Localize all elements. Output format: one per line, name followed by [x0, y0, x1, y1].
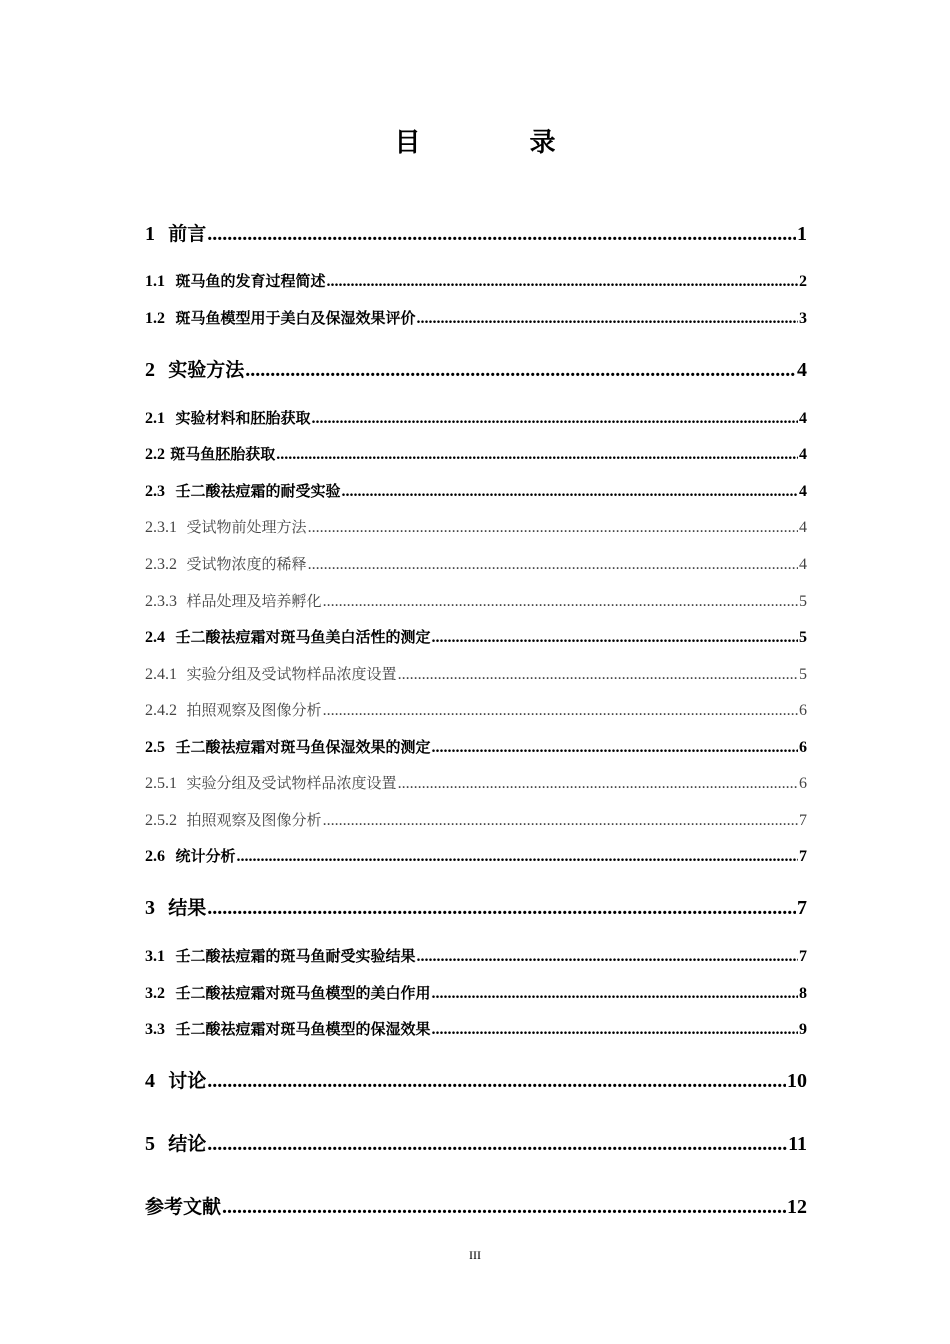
toc-entry-text: 参考文献 [145, 1196, 222, 1218]
dot-leader [207, 897, 796, 920]
toc-entry-number: 3 [145, 897, 155, 919]
toc-entry-label [145, 219, 206, 246]
dot-leader [222, 1196, 786, 1219]
toc-entry-page: 7 [799, 848, 807, 865]
dot-leader [323, 593, 798, 611]
toc-entry-text: 实验分组及受试物样品浓度设置 [186, 665, 397, 683]
dot-leader [431, 739, 798, 757]
toc-entry-number: 2.6 [145, 848, 165, 865]
toc-entry-page: 4 [799, 556, 807, 573]
toc-entry-label [145, 772, 397, 793]
toc-entry-text: 壬二酸祛痘霜对斑马鱼美白活性的测定 [175, 628, 431, 646]
toc-entry-page: 1 [797, 223, 807, 245]
toc-entry-number: 2.5.1 [145, 775, 177, 792]
toc-entry-label [145, 1018, 430, 1039]
toc-entry-text: 实验材料和胚胎获取 [175, 409, 311, 427]
toc-entry-label [145, 407, 310, 428]
toc-entry-page: 4 [797, 359, 807, 381]
toc-entry-label [145, 1192, 221, 1219]
toc-entry-number: 3.1 [145, 948, 165, 965]
toc-entry[interactable] [145, 699, 807, 720]
toc-entry-number: 2.3 [145, 483, 165, 500]
toc-entry-number: 2.5 [145, 739, 165, 756]
toc-entry[interactable] [145, 982, 807, 1003]
dot-leader [431, 985, 798, 1003]
toc-entry-page: 7 [799, 948, 807, 965]
toc-entry-number: 2.1 [145, 410, 165, 427]
dot-leader [341, 483, 798, 501]
toc-entry[interactable] [145, 772, 807, 793]
toc-entry-text: 受试物前处理方法 [186, 518, 307, 536]
toc-entry-page: 5 [799, 593, 807, 610]
toc-entry[interactable] [145, 355, 807, 382]
toc-entry-text: 结果 [168, 897, 207, 919]
toc-entry-number: 2.4.1 [145, 666, 177, 683]
toc-entry[interactable] [145, 1129, 807, 1156]
dot-leader [431, 1021, 798, 1039]
toc-entry-page: 4 [799, 410, 807, 427]
toc-entry-label [145, 982, 430, 1003]
dot-leader [207, 223, 796, 246]
dot-leader [207, 1070, 786, 1093]
toc-entry-label [145, 945, 415, 966]
toc-entry-text: 斑马鱼模型用于美白及保湿效果评价 [175, 309, 416, 327]
dot-leader [311, 410, 798, 428]
toc-entry-number: 1.2 [145, 310, 165, 327]
toc-entry-page: 4 [799, 483, 807, 500]
toc-entry-number: 2.4 [145, 629, 165, 646]
toc-entry[interactable] [145, 553, 807, 574]
toc-entry-number: 1 [145, 223, 155, 245]
toc-entry-label [145, 307, 415, 328]
toc-entry-label [145, 663, 397, 684]
toc-entry[interactable] [145, 443, 807, 464]
toc-entry-text: 斑马鱼的发育过程简述 [175, 272, 326, 290]
toc-entry-page: 12 [787, 1196, 807, 1218]
toc-entry-label [145, 443, 275, 464]
toc-entry-text: 实验分组及受试物样品浓度设置 [186, 774, 397, 792]
dot-leader [276, 446, 798, 464]
toc-entry-text: 拍照观察及图像分析 [186, 811, 322, 829]
toc-entry-label [145, 1066, 206, 1093]
toc-entry-label [145, 893, 206, 920]
toc-entry[interactable] [145, 809, 807, 830]
toc-entry-page: 8 [799, 985, 807, 1002]
toc-entry-label [145, 355, 244, 382]
toc-entry-text: 结论 [168, 1133, 207, 1155]
toc-entry[interactable] [145, 663, 807, 684]
toc-entry-text: 讨论 [168, 1070, 207, 1092]
toc-entry-label [145, 736, 430, 757]
toc-entry-text: 拍照观察及图像分析 [186, 701, 322, 719]
toc-entry-page: 11 [788, 1133, 807, 1155]
dot-leader [431, 629, 798, 647]
toc-entry-text: 壬二酸祛痘霜对斑马鱼模型的保湿效果 [175, 1020, 431, 1038]
toc-entry[interactable] [145, 1018, 807, 1039]
toc-entry-number: 2.5.2 [145, 812, 177, 829]
toc-entry-label [145, 1129, 206, 1156]
toc-entry-label [145, 480, 340, 501]
toc-entry-label [145, 845, 235, 866]
toc-entry-number: 4 [145, 1070, 155, 1092]
dot-leader [323, 812, 798, 830]
toc-entry-text: 壬二酸祛痘霜的耐受实验 [175, 482, 341, 500]
dot-leader [207, 1133, 787, 1156]
dot-leader [326, 273, 798, 291]
toc-entry[interactable] [145, 307, 807, 328]
toc-entry-text: 统计分析 [175, 847, 236, 865]
toc-title: 目 录 [394, 128, 606, 158]
toc-entry-page: 10 [787, 1070, 807, 1092]
toc-entry-label [145, 699, 322, 720]
dot-leader [245, 359, 796, 382]
toc-entry-page: 7 [797, 897, 807, 919]
toc-entry-number: 2.4.2 [145, 702, 177, 719]
dot-leader [398, 775, 798, 793]
dot-leader [323, 702, 798, 720]
toc-entry-label [145, 590, 322, 611]
toc-entry[interactable] [145, 626, 807, 647]
toc-entry-number: 2.3.2 [145, 556, 177, 573]
toc-entry-page: 9 [799, 1021, 807, 1038]
dot-leader [416, 948, 798, 966]
toc-entry[interactable] [145, 590, 807, 611]
toc-entry-number: 5 [145, 1133, 155, 1155]
toc-entry-number: 1.1 [145, 273, 165, 290]
toc-entry-label [145, 516, 307, 537]
toc-entry-text: 受试物浓度的稀释 [186, 555, 307, 573]
toc-entry-label [145, 809, 322, 830]
toc-entry-label [145, 626, 430, 647]
toc-entry-page: 7 [799, 812, 807, 829]
toc-entry-text: 壬二酸祛痘霜对斑马鱼模型的美白作用 [175, 984, 431, 1002]
toc-entry-label [145, 270, 325, 291]
toc-entry-text: 样品处理及培养孵化 [186, 592, 322, 610]
page-number: III [469, 1248, 481, 1262]
toc-entry-number: 3.2 [145, 985, 165, 1002]
toc-entry[interactable] [145, 219, 807, 246]
toc-entry-page: 5 [799, 666, 807, 683]
toc-entry[interactable] [145, 736, 807, 757]
dot-leader [416, 310, 798, 328]
dot-leader [308, 556, 798, 574]
toc-entry-page: 4 [799, 519, 807, 536]
toc-entry[interactable] [145, 845, 807, 866]
toc-entry-number: 2 [145, 359, 155, 381]
toc-entry[interactable] [145, 1192, 807, 1219]
toc-entry[interactable] [145, 480, 807, 501]
toc-entry-text: 壬二酸祛痘霜的斑马鱼耐受实验结果 [175, 947, 416, 965]
toc-entry-page: 5 [799, 629, 807, 646]
toc-entry[interactable] [145, 516, 807, 537]
toc-entry-number: 2.3.3 [145, 593, 177, 610]
toc-entry-page: 6 [799, 702, 807, 719]
toc-entry[interactable] [145, 1066, 807, 1093]
toc-entry-page: 6 [799, 775, 807, 792]
toc-entry[interactable] [145, 945, 807, 966]
toc-entry[interactable] [145, 407, 807, 428]
toc-entry[interactable] [145, 270, 807, 291]
dot-leader [308, 519, 798, 537]
toc-entry-number: 2.2 [145, 446, 165, 463]
toc-entry-text: 实验方法 [168, 359, 245, 381]
dot-leader [236, 848, 798, 866]
toc-entry-page: 6 [799, 739, 807, 756]
toc-entry-text: 斑马鱼胚胎获取 [170, 445, 276, 463]
toc-entry-text: 前言 [168, 223, 207, 245]
toc-entry-page: 4 [799, 446, 807, 463]
dot-leader [398, 666, 798, 684]
toc-entry-page: 3 [799, 310, 807, 327]
toc-entry[interactable] [145, 893, 807, 920]
toc-entry-label [145, 553, 307, 574]
toc-entry-text: 壬二酸祛痘霜对斑马鱼保湿效果的测定 [175, 738, 431, 756]
toc-entry-number: 2.3.1 [145, 519, 177, 536]
toc-entry-number: 3.3 [145, 1021, 165, 1038]
toc-entry-page: 2 [799, 273, 807, 290]
